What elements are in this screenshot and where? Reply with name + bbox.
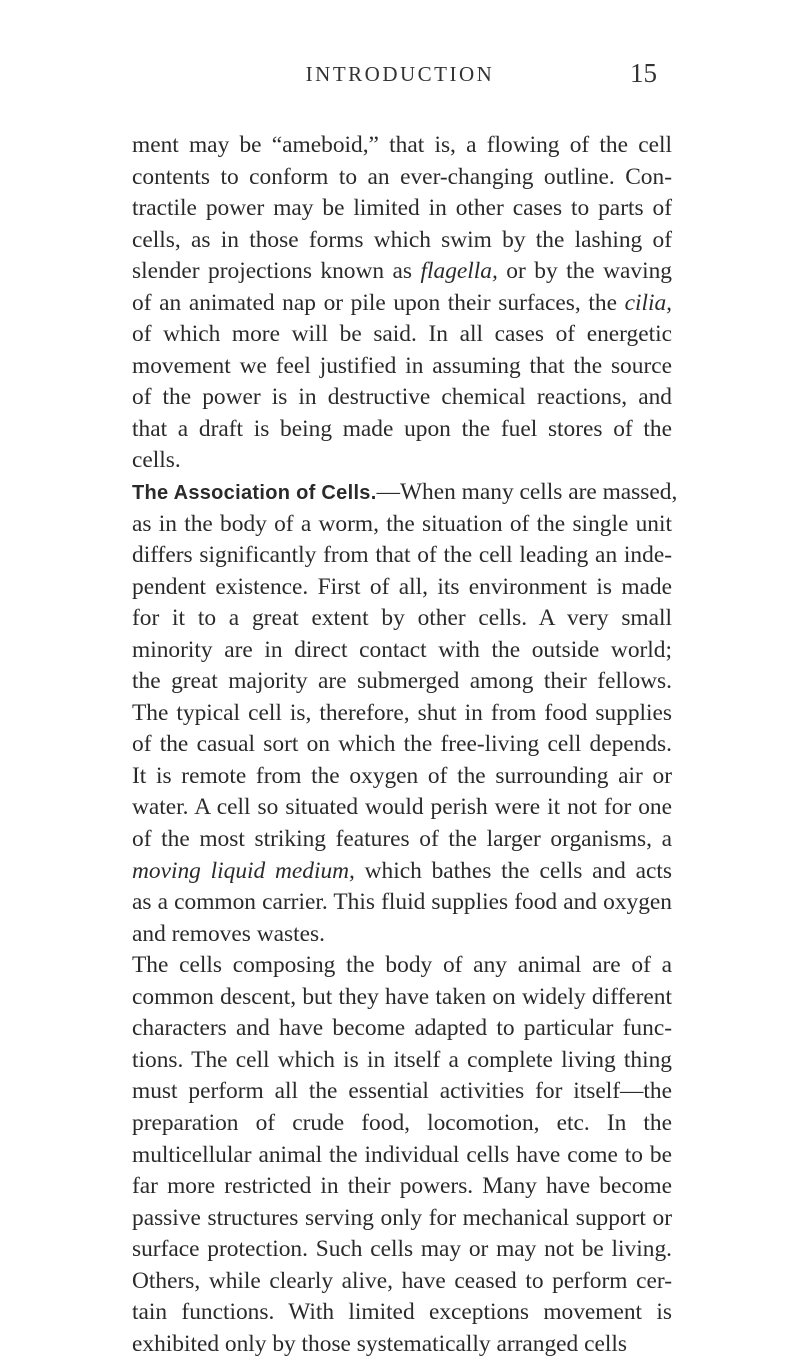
text-line: of which more will be said. In all cases of energetic xyxy=(132,321,672,348)
section-heading: The Association of Cells. xyxy=(132,482,377,505)
text-line: far more restricted in their powers. Many have become xyxy=(132,1173,672,1200)
text-line: preparation of crude food, locomotion, etc. In the xyxy=(132,1109,672,1136)
paragraph xyxy=(132,130,672,477)
text-line: of an animated nap or pile upon their surfaces, the cilia, xyxy=(132,289,672,316)
text-line: and removes wastes. xyxy=(132,920,325,947)
running-title: INTRODUCTION xyxy=(305,62,495,86)
italic-term: flagella, xyxy=(420,258,498,285)
text-line: exhibited only by those systematically arranged cells xyxy=(132,1330,627,1357)
text-line: characters and have become adapted to particular func- xyxy=(132,1015,672,1042)
text-line: slender projections known as flagella, or by the waving xyxy=(132,258,673,285)
text-line: It is remote from the oxygen of the surrounding air or xyxy=(132,762,672,789)
text-line: tions. The cell which is in itself a complete living thing xyxy=(132,1046,672,1073)
text-line: multicellular animal the individual cells have come to be xyxy=(132,1141,672,1168)
text-line: passive structures serving only for mechanical support or xyxy=(132,1204,672,1231)
text-line: as a common carrier. This fluid supplies food and oxygen xyxy=(132,889,672,916)
text-line: of the casual sort on which the free-living cell depends. xyxy=(132,731,672,758)
text-line: tain functions. With limited exceptions movement is xyxy=(132,1299,672,1326)
text-line: of the power is in destructive chemical reactions, and xyxy=(132,384,672,411)
text-line: differs significantly from that of the cell leading an inde- xyxy=(132,542,672,569)
text-line: cells. xyxy=(132,447,181,474)
text-line: The cells composing the body of any animal are of a xyxy=(132,952,672,979)
text-line: surface protection. Such cells may or may not be living. xyxy=(132,1236,672,1263)
text-line: water. A cell so situated would perish were it not for one xyxy=(132,794,672,821)
text-line: minority are in direct contact with the outside world; xyxy=(132,636,672,663)
text-line: for it to a great extent by other cells. A very small xyxy=(132,605,672,632)
text-line: contents to conform to an ever-changing outline. Con- xyxy=(132,163,672,190)
text-line: of the most striking features of the larger organisms, a xyxy=(132,826,672,853)
italic-term: cilia, xyxy=(624,289,672,316)
paragraph xyxy=(132,477,678,950)
text-line: The Association of Cells.—When many cells are massed, xyxy=(132,479,678,506)
text-line: that a draft is being made upon the fuel stores of the xyxy=(132,415,672,442)
text-line: as in the body of a worm, the situation of the single unit xyxy=(132,510,672,537)
body-text xyxy=(132,130,678,1360)
text-line: ment may be “ameboid,” that is, a flowing of the cell xyxy=(132,132,672,158)
text-line: tractile power may be limited in other cases to parts of xyxy=(132,195,672,222)
text-line: pendent existence. First of all, its environment is made xyxy=(132,573,672,600)
running-head xyxy=(0,58,800,102)
text-line: movement we feel justified in assuming that the source xyxy=(132,352,672,379)
paragraph xyxy=(132,950,672,1360)
text-line: common descent, but they have taken on widely different xyxy=(132,983,672,1010)
italic-term: moving liquid medium, xyxy=(132,857,355,884)
page-number: 15 xyxy=(630,58,657,88)
text-line: moving liquid medium, which bathes the cells and acts xyxy=(132,857,672,884)
text-line: the great majority are submerged among their fellows. xyxy=(132,668,672,695)
text-line: Others, while clearly alive, have ceased to perform cer- xyxy=(132,1267,672,1294)
text-line: The typical cell is, therefore, shut in from food supplies xyxy=(132,699,672,726)
text-line: cells, as in those forms which swim by the lashing of xyxy=(132,226,672,253)
text-line: must perform all the essential activities for itself—the xyxy=(132,1078,672,1105)
